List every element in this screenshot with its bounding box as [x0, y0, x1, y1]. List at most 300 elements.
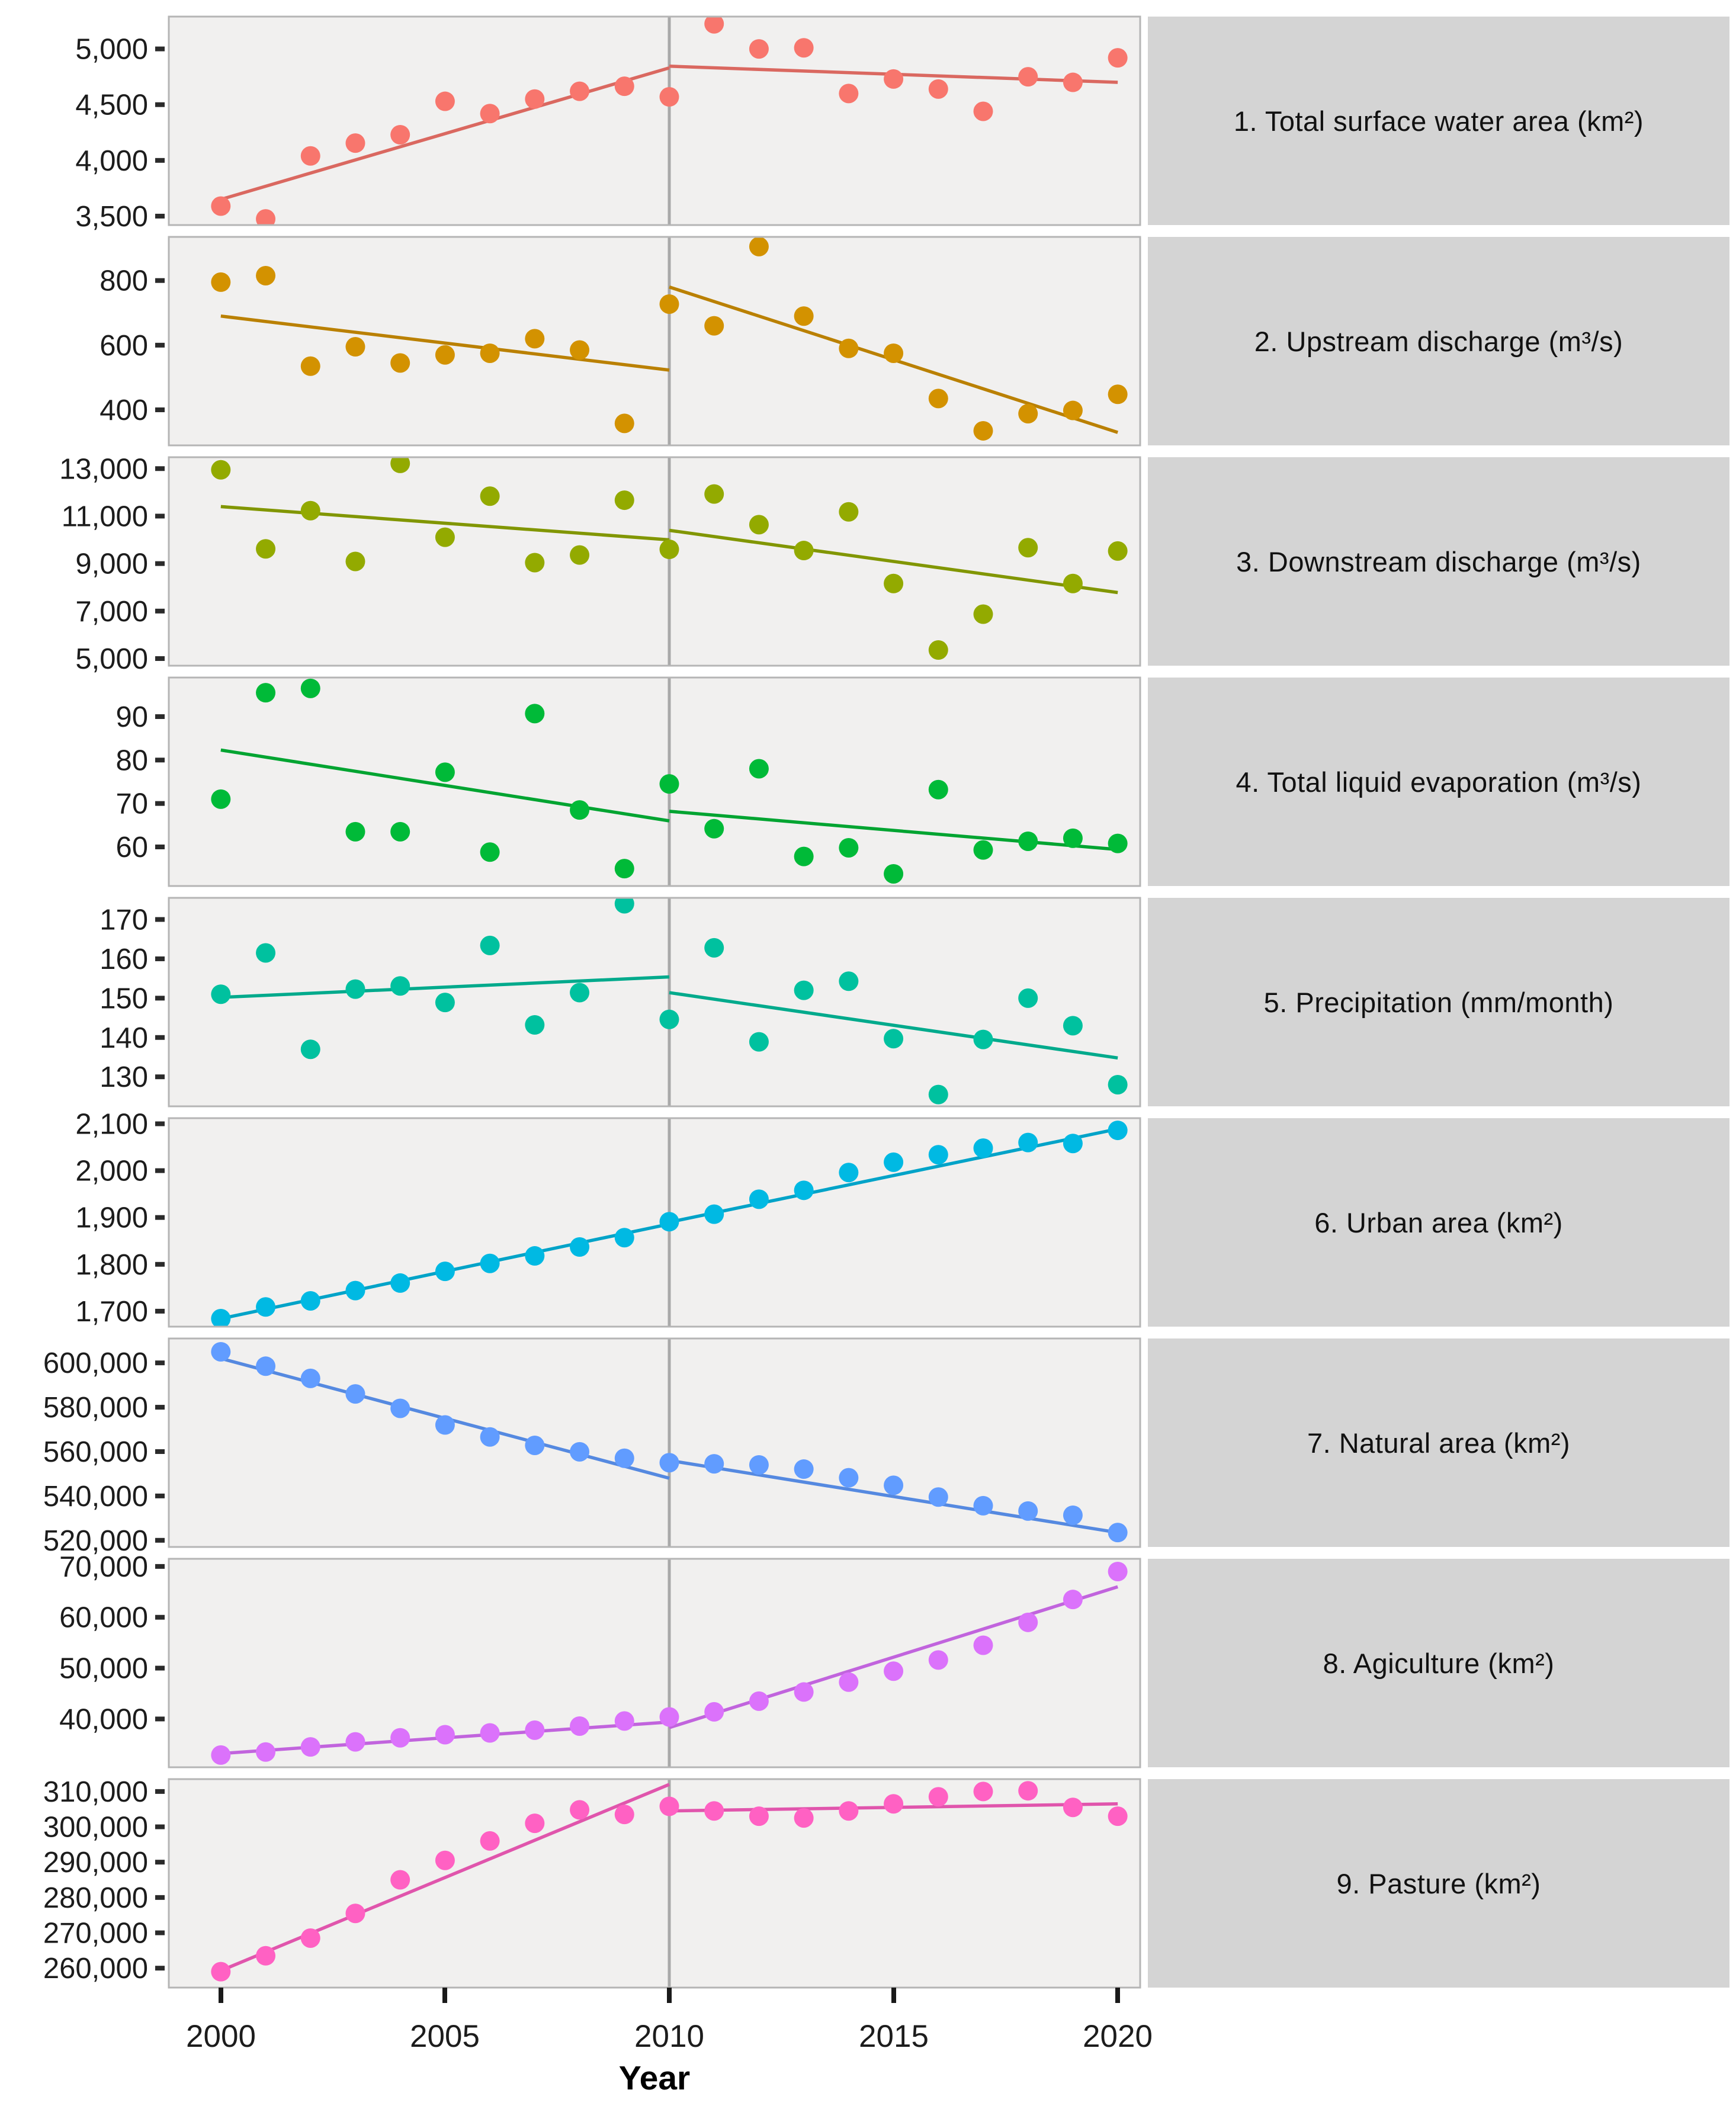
data-point	[480, 104, 500, 123]
data-point	[1063, 829, 1083, 848]
x-tick-label: 2015	[859, 2019, 929, 2054]
data-point	[345, 1384, 365, 1404]
panel-background	[169, 898, 1140, 1106]
panel-plot-upstream-discharge	[0, 237, 1140, 445]
data-point	[659, 1796, 679, 1816]
data-point	[839, 971, 858, 991]
x-tick-label: 2000	[186, 2019, 256, 2054]
data-point	[256, 1356, 275, 1376]
x-tick-mark	[219, 1988, 223, 2003]
y-tick-mark	[155, 656, 165, 661]
data-point	[480, 1254, 500, 1273]
data-point	[525, 1436, 544, 1455]
y-tick-label: 520,000	[43, 1524, 148, 1557]
data-point	[435, 1851, 455, 1870]
y-tick-label: 60	[115, 832, 148, 863]
data-point	[973, 1635, 993, 1655]
data-point	[659, 774, 679, 794]
data-point	[794, 1180, 814, 1200]
facet-strip	[1148, 237, 1729, 445]
data-point	[435, 92, 455, 111]
y-tick-label: 2,100	[75, 1108, 148, 1141]
data-point	[390, 125, 410, 145]
data-point	[211, 984, 230, 1004]
panel-plot-evaporation	[0, 678, 1140, 886]
facet-row-9	[0, 1776, 1736, 1988]
data-point	[1108, 48, 1128, 68]
data-point	[749, 39, 769, 59]
data-point	[794, 1459, 814, 1479]
y-tick-mark	[155, 757, 165, 762]
data-point	[659, 1707, 679, 1727]
x-axis-title: Year	[618, 2059, 691, 2097]
facet-row-8	[0, 1551, 1736, 1767]
data-point	[884, 1153, 903, 1172]
data-point	[390, 1273, 410, 1293]
data-point	[973, 605, 993, 624]
y-tick-mark	[155, 1966, 165, 1970]
data-point	[794, 306, 814, 326]
y-tick-mark	[155, 102, 165, 107]
data-point	[1108, 1562, 1128, 1581]
y-tick-label: 4,000	[75, 145, 148, 177]
y-tick-label: 540,000	[43, 1480, 148, 1513]
facet-strip	[1148, 1338, 1729, 1547]
data-point	[1018, 1501, 1038, 1521]
data-point	[345, 1732, 365, 1752]
data-point	[435, 993, 455, 1012]
y-tick-label: 80	[115, 744, 148, 777]
data-point	[256, 539, 275, 558]
data-point	[345, 552, 365, 572]
data-point	[345, 980, 365, 999]
data-point	[839, 838, 858, 858]
y-tick-mark	[155, 561, 165, 566]
data-point	[480, 486, 500, 506]
data-point	[256, 266, 275, 285]
facet-strip	[1148, 1779, 1729, 1988]
y-tick-mark	[155, 1121, 165, 1126]
y-tick-label: 270,000	[43, 1917, 148, 1950]
data-point	[211, 789, 230, 809]
panel-plot-natural-area	[0, 1338, 1140, 1557]
data-point	[301, 357, 320, 376]
data-point	[435, 1725, 455, 1745]
data-point	[659, 540, 679, 559]
data-point	[929, 389, 948, 408]
data-point	[929, 640, 948, 660]
y-tick-label: 800	[100, 265, 148, 297]
y-tick-label: 70	[115, 788, 148, 820]
data-point	[794, 981, 814, 1000]
y-tick-label: 1,800	[75, 1248, 148, 1281]
data-point	[211, 197, 230, 216]
data-point	[884, 69, 903, 89]
facet-strip-label: 5. Precipitation (mm/month)	[1263, 986, 1614, 1018]
facet-strip-label: 2. Upstream discharge (m³/s)	[1254, 325, 1623, 357]
data-point	[704, 1702, 724, 1722]
data-point	[301, 1291, 320, 1311]
facet-strip-label: 1. Total surface water area (km²)	[1233, 105, 1644, 137]
data-point	[704, 819, 724, 839]
y-tick-label: 160	[100, 943, 148, 975]
y-tick-mark	[155, 1494, 165, 1498]
data-point	[570, 1716, 589, 1736]
panel-plot-agriculture	[0, 1551, 1140, 1767]
data-point	[525, 1246, 544, 1266]
y-tick-mark	[155, 917, 165, 922]
panel-background	[169, 457, 1140, 666]
y-tick-label: 9,000	[75, 548, 148, 580]
data-point	[1063, 574, 1083, 593]
y-tick-label: 4,500	[75, 89, 148, 121]
data-point	[301, 679, 320, 698]
y-tick-label: 280,000	[43, 1882, 148, 1914]
x-tick-label: 2020	[1083, 2019, 1153, 2054]
data-point	[480, 936, 500, 955]
y-tick-label: 260,000	[43, 1953, 148, 1985]
panel-background	[169, 1779, 1140, 1988]
data-point	[659, 1010, 679, 1029]
data-point	[839, 1801, 858, 1821]
data-point	[570, 545, 589, 565]
data-point	[973, 1030, 993, 1049]
data-point	[973, 840, 993, 860]
data-point	[615, 1228, 634, 1247]
y-tick-label: 580,000	[43, 1392, 148, 1424]
data-point	[884, 864, 903, 884]
y-tick-mark	[155, 1215, 165, 1220]
data-point	[1063, 1797, 1083, 1817]
data-point	[973, 1138, 993, 1158]
data-point	[615, 859, 634, 878]
data-point	[704, 938, 724, 958]
data-point	[615, 490, 634, 510]
data-point	[435, 345, 455, 365]
y-tick-label: 7,000	[75, 595, 148, 628]
data-point	[390, 976, 410, 996]
data-point	[794, 1682, 814, 1702]
facet-row-5	[0, 898, 1736, 1106]
data-point	[659, 294, 679, 314]
data-point	[615, 1449, 634, 1468]
panel-plot-pasture	[0, 1776, 1140, 1988]
data-point	[435, 1415, 455, 1435]
data-point	[570, 341, 589, 360]
data-point	[794, 38, 814, 57]
y-tick-mark	[155, 343, 165, 348]
facet-row-1	[0, 17, 1736, 233]
data-point	[301, 1737, 320, 1757]
panel-plot-surface-water	[0, 17, 1140, 233]
y-tick-mark	[155, 1931, 165, 1935]
y-tick-mark	[155, 278, 165, 283]
y-tick-label: 300,000	[43, 1811, 148, 1844]
breakpoint-line	[668, 457, 670, 666]
y-tick-label: 13,000	[59, 453, 148, 486]
data-point	[390, 1398, 410, 1418]
data-point	[1108, 1806, 1128, 1826]
breakpoint-line	[668, 898, 670, 1106]
y-tick-label: 400	[100, 394, 148, 426]
data-point	[615, 413, 634, 433]
data-point	[211, 1309, 230, 1328]
x-tick-mark	[1115, 1988, 1120, 2003]
data-point	[839, 1468, 858, 1488]
panel-plot-precipitation	[0, 898, 1140, 1106]
data-point	[301, 1369, 320, 1388]
data-point	[839, 339, 858, 358]
y-tick-mark	[155, 1666, 165, 1671]
data-point	[1018, 1133, 1038, 1153]
data-point	[1063, 73, 1083, 92]
y-tick-mark	[155, 1309, 165, 1314]
data-point	[794, 1808, 814, 1828]
data-point	[929, 1145, 948, 1164]
y-tick-label: 130	[100, 1061, 148, 1094]
panel-background	[169, 237, 1140, 445]
data-point	[884, 1661, 903, 1681]
data-point	[1108, 541, 1128, 561]
y-tick-label: 1,700	[75, 1295, 148, 1328]
data-point	[390, 353, 410, 373]
y-tick-mark	[155, 1789, 165, 1794]
data-point	[704, 316, 724, 336]
y-tick-mark	[155, 1449, 165, 1454]
panel-plot-downstream-discharge	[0, 453, 1140, 675]
data-point	[525, 704, 544, 723]
facet-strip	[1148, 1118, 1729, 1327]
x-tick-label: 2010	[634, 2019, 704, 2054]
data-point	[390, 1870, 410, 1890]
data-point	[435, 528, 455, 547]
data-point	[525, 89, 544, 109]
y-tick-mark	[155, 1074, 165, 1079]
data-point	[704, 1205, 724, 1224]
data-point	[211, 272, 230, 292]
data-point	[1108, 1523, 1128, 1542]
facet-strip	[1148, 1559, 1729, 1767]
y-tick-mark	[155, 214, 165, 219]
y-tick-mark	[155, 1860, 165, 1864]
data-point	[435, 762, 455, 782]
y-tick-mark	[155, 609, 165, 614]
data-point	[525, 1015, 544, 1035]
y-tick-label: 560,000	[43, 1436, 148, 1468]
data-point	[929, 780, 948, 800]
y-tick-label: 5,000	[75, 33, 148, 66]
y-tick-label: 50,000	[59, 1652, 148, 1685]
y-tick-mark	[155, 845, 165, 849]
breakpoint-line	[668, 1559, 670, 1767]
y-tick-label: 600	[100, 329, 148, 362]
data-point	[794, 541, 814, 560]
x-tick-mark	[442, 1988, 447, 2003]
data-point	[794, 847, 814, 866]
data-point	[301, 1039, 320, 1059]
data-point	[929, 1787, 948, 1806]
data-point	[1063, 1134, 1083, 1153]
facet-strip-label: 8. Agiculture (km²)	[1323, 1647, 1555, 1679]
data-point	[749, 1455, 769, 1475]
breakpoint-line	[668, 17, 670, 225]
data-point	[1063, 401, 1083, 420]
data-point	[884, 1794, 903, 1813]
data-point	[256, 1297, 275, 1317]
data-point	[749, 1806, 769, 1826]
x-tick-mark	[667, 1988, 672, 2003]
data-point	[1018, 832, 1038, 851]
data-point	[659, 1212, 679, 1231]
data-point	[480, 1831, 500, 1851]
facet-row-3	[0, 453, 1736, 675]
y-tick-mark	[155, 956, 165, 961]
facet-strip-label: 9. Pasture (km²)	[1336, 1867, 1541, 1899]
facet-strip	[1148, 678, 1729, 886]
data-point	[1063, 1016, 1083, 1035]
y-tick-mark	[155, 1615, 165, 1620]
facet-row-6	[0, 1108, 1736, 1328]
data-point	[1018, 404, 1038, 423]
y-tick-mark	[155, 47, 165, 52]
facet-strip	[1148, 17, 1729, 225]
data-point	[704, 484, 724, 504]
x-axis	[0, 1988, 1153, 2097]
y-tick-mark	[155, 1169, 165, 1173]
y-tick-label: 1,900	[75, 1202, 148, 1234]
y-tick-mark	[155, 1360, 165, 1365]
facet-strip-label: 4. Total liquid evaporation (m³/s)	[1236, 766, 1642, 798]
y-tick-label: 90	[115, 701, 148, 733]
x-tick-label: 2005	[410, 2019, 480, 2054]
data-point	[1108, 384, 1128, 404]
y-tick-mark	[155, 466, 165, 471]
data-point	[929, 1650, 948, 1670]
data-point	[839, 84, 858, 103]
breakpoint-line	[668, 1338, 670, 1547]
data-point	[749, 237, 769, 256]
data-point	[570, 1442, 589, 1462]
y-tick-label: 290,000	[43, 1847, 148, 1879]
data-point	[345, 133, 365, 153]
data-point	[1018, 1613, 1038, 1632]
y-tick-label: 140	[100, 1022, 148, 1054]
y-tick-label: 5,000	[75, 643, 148, 675]
data-point	[256, 1742, 275, 1762]
data-point	[1063, 1505, 1083, 1525]
data-point	[345, 1281, 365, 1301]
facet-strip-label: 3. Downstream discharge (m³/s)	[1236, 545, 1641, 577]
data-point	[749, 1691, 769, 1711]
y-tick-label: 310,000	[43, 1776, 148, 1808]
y-tick-mark	[155, 158, 165, 163]
y-tick-label: 60,000	[59, 1601, 148, 1634]
data-point	[615, 76, 634, 96]
data-point	[704, 1454, 724, 1474]
y-tick-label: 70,000	[59, 1551, 148, 1583]
data-point	[839, 502, 858, 522]
data-point	[884, 1029, 903, 1048]
data-point	[301, 146, 320, 166]
data-point	[345, 1903, 365, 1923]
facet-row-7	[0, 1338, 1736, 1557]
data-point	[211, 1745, 230, 1765]
data-point	[1018, 988, 1038, 1008]
data-point	[525, 553, 544, 573]
data-point	[704, 1801, 724, 1821]
data-point	[749, 759, 769, 779]
data-point	[390, 822, 410, 842]
y-tick-label: 3,500	[75, 200, 148, 233]
y-tick-mark	[155, 801, 165, 806]
data-point	[973, 421, 993, 441]
data-point	[301, 501, 320, 521]
data-point	[884, 574, 903, 593]
facet-strip	[1148, 457, 1729, 666]
data-point	[839, 1163, 858, 1182]
data-point	[570, 800, 589, 820]
y-tick-label: 11,000	[61, 500, 148, 533]
y-tick-mark	[155, 1895, 165, 1900]
y-tick-mark	[155, 1564, 165, 1569]
y-tick-label: 2,000	[75, 1155, 148, 1187]
data-point	[884, 344, 903, 363]
data-point	[659, 1453, 679, 1472]
data-point	[256, 683, 275, 702]
data-point	[615, 1711, 634, 1731]
data-point	[345, 822, 365, 842]
data-point	[973, 1781, 993, 1801]
data-point	[256, 943, 275, 962]
y-tick-label: 150	[100, 983, 148, 1015]
facet-row-2	[0, 237, 1736, 445]
facet-strip-label: 7. Natural area (km²)	[1307, 1427, 1571, 1459]
y-tick-mark	[155, 1035, 165, 1040]
data-point	[480, 1723, 500, 1743]
data-point	[570, 1237, 589, 1257]
data-point	[1108, 1075, 1128, 1094]
data-point	[525, 1813, 544, 1833]
panel-background	[169, 1559, 1140, 1767]
data-point	[345, 337, 365, 357]
data-point	[749, 1189, 769, 1209]
data-point	[929, 1487, 948, 1507]
data-point	[1063, 1590, 1083, 1609]
data-point	[480, 1427, 500, 1447]
panel-background	[169, 678, 1140, 886]
y-tick-mark	[155, 1538, 165, 1543]
data-point	[480, 344, 500, 363]
data-point	[929, 1085, 948, 1105]
data-point	[211, 1342, 230, 1362]
data-point	[211, 460, 230, 480]
data-point	[839, 1673, 858, 1692]
y-tick-mark	[155, 1405, 165, 1410]
data-point	[973, 102, 993, 121]
y-tick-label: 40,000	[59, 1703, 148, 1736]
data-point	[973, 1496, 993, 1516]
data-point	[659, 87, 679, 107]
panel-background	[169, 17, 1140, 225]
y-tick-mark	[155, 1825, 165, 1829]
y-tick-mark	[155, 1262, 165, 1267]
data-point	[301, 1928, 320, 1948]
panel-plot-urban-area	[0, 1108, 1140, 1328]
y-tick-mark	[155, 714, 165, 719]
data-point	[256, 1946, 275, 1966]
data-point	[211, 1962, 230, 1982]
data-point	[884, 1475, 903, 1495]
